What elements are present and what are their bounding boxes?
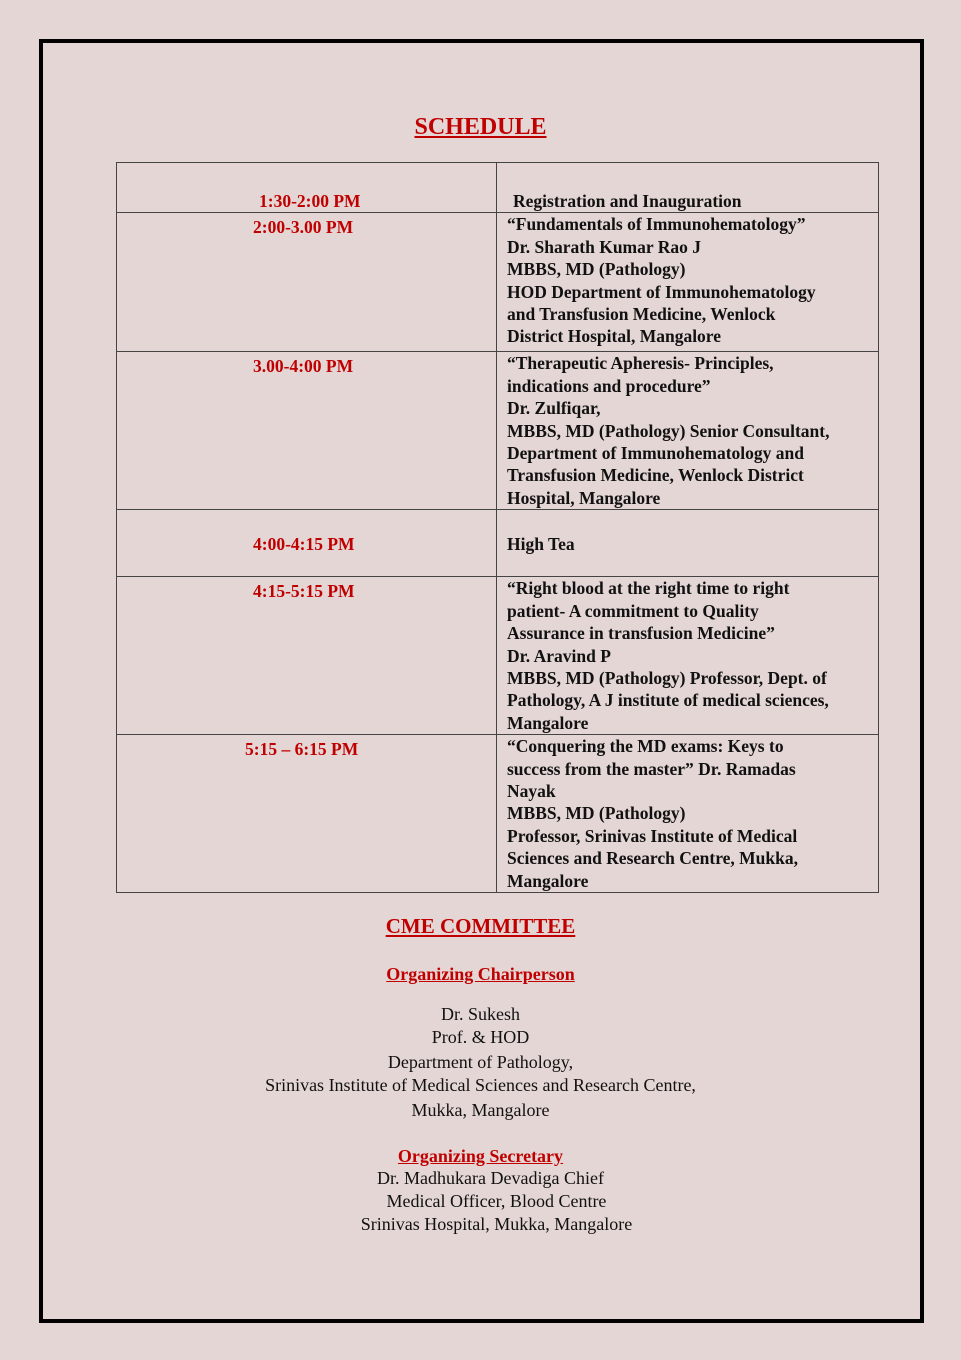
chairperson-line: Dr. Sukesh	[440, 1004, 520, 1024]
time-cell	[117, 352, 497, 510]
secretary-heading: Organizing Secretary	[397, 1146, 564, 1166]
desc-cell	[497, 163, 879, 213]
desc-line: Registration and Inauguration	[513, 191, 742, 211]
desc-cell	[497, 510, 879, 577]
desc-cell	[497, 577, 879, 735]
desc-line: “Conquering the MD exams: Keys to	[507, 736, 784, 757]
desc-line: Dr. Aravind P	[507, 645, 611, 666]
chairperson-heading: Organizing Chairperson	[386, 964, 575, 984]
time-cell	[117, 213, 497, 352]
desc-cell	[497, 352, 879, 510]
table-row	[117, 213, 879, 352]
desc-line: Assurance in transfusion Medicine”	[507, 623, 775, 644]
desc-line: Mangalore	[507, 712, 589, 733]
secretary-details	[16, 1167, 961, 1236]
desc-line: District Hospital, Mangalore	[507, 326, 722, 347]
desc-line: and Transfusion Medicine, Wenlock	[507, 304, 776, 325]
chairperson-line: Mukka, Mangalore	[411, 1100, 550, 1120]
table-row	[117, 510, 879, 577]
desc-line: MBBS, MD (Pathology)	[507, 803, 686, 824]
chairperson-details	[0, 1003, 961, 1122]
desc-line: HOD Department of Immunohematology	[507, 281, 816, 302]
schedule-title: SCHEDULE	[414, 114, 547, 140]
desc-cell	[497, 213, 879, 352]
desc-line: Sciences and Research Centre, Mukka,	[507, 848, 799, 869]
desc-line: MBBS, MD (Pathology)	[507, 259, 686, 280]
secretary-line: Dr. Madhukara Devadiga Chief	[377, 1168, 604, 1188]
desc-line: Mangalore	[507, 870, 589, 891]
desc-line: Hospital, Mangalore	[507, 487, 661, 508]
time-label: 4:15-5:15 PM	[253, 581, 355, 602]
desc-cell	[497, 735, 879, 893]
desc-line: Nayak	[507, 781, 556, 802]
desc-line: success from the master” Dr. Ramadas	[507, 758, 796, 779]
desc-line: “Therapeutic Apheresis- Principles,	[507, 353, 774, 374]
time-label: 4:00-4:15 PM	[253, 534, 355, 555]
desc-line: Dr. Zulfiqar,	[507, 398, 601, 419]
time-label: 1:30-2:00 PM	[259, 191, 361, 211]
desc-line: MBBS, MD (Pathology) Professor, Dept. of	[507, 668, 827, 689]
time-cell	[117, 163, 497, 213]
desc-line: High Tea	[507, 534, 575, 555]
desc-line: “Fundamentals of Immunohematology”	[507, 214, 806, 235]
secretary-line: Medical Officer, Blood Centre	[386, 1191, 607, 1211]
secretary-line: Srinivas Hospital, Mukka, Mangalore	[360, 1214, 633, 1234]
time-label: 3.00-4:00 PM	[253, 356, 354, 377]
desc-line: Dr. Sharath Kumar Rao J	[507, 236, 701, 257]
desc-line: Department of Immunohematology and	[507, 443, 805, 464]
desc-line: Pathology, A J institute of medical sciences,	[507, 690, 829, 711]
desc-line: indications and procedure”	[507, 375, 711, 396]
committee-title: CME COMMITTEE	[385, 914, 576, 938]
chairperson-line: Prof. & HOD	[431, 1027, 530, 1047]
time-cell	[117, 577, 497, 735]
table-row	[117, 352, 879, 510]
time-cell	[117, 735, 497, 893]
desc-line: Transfusion Medicine, Wenlock District	[507, 465, 804, 486]
desc-line: “Right blood at the right time to right	[507, 578, 790, 599]
chairperson-line: Srinivas Institute of Medical Sciences and Research Centre,	[265, 1075, 696, 1095]
time-label: 2:00-3.00 PM	[253, 217, 354, 238]
table-row	[117, 163, 879, 213]
desc-line: MBBS, MD (Pathology) Senior Consultant,	[507, 420, 830, 441]
desc-line: Professor, Srinivas Institute of Medical	[507, 825, 798, 846]
table-row	[117, 735, 879, 893]
desc-line: patient- A commitment to Quality	[507, 600, 759, 621]
time-cell	[117, 510, 497, 577]
chairperson-line: Department of Pathology,	[387, 1052, 574, 1072]
time-label: 5:15 – 6:15 PM	[245, 739, 359, 760]
table-row	[117, 577, 879, 735]
schedule-table	[116, 162, 879, 893]
